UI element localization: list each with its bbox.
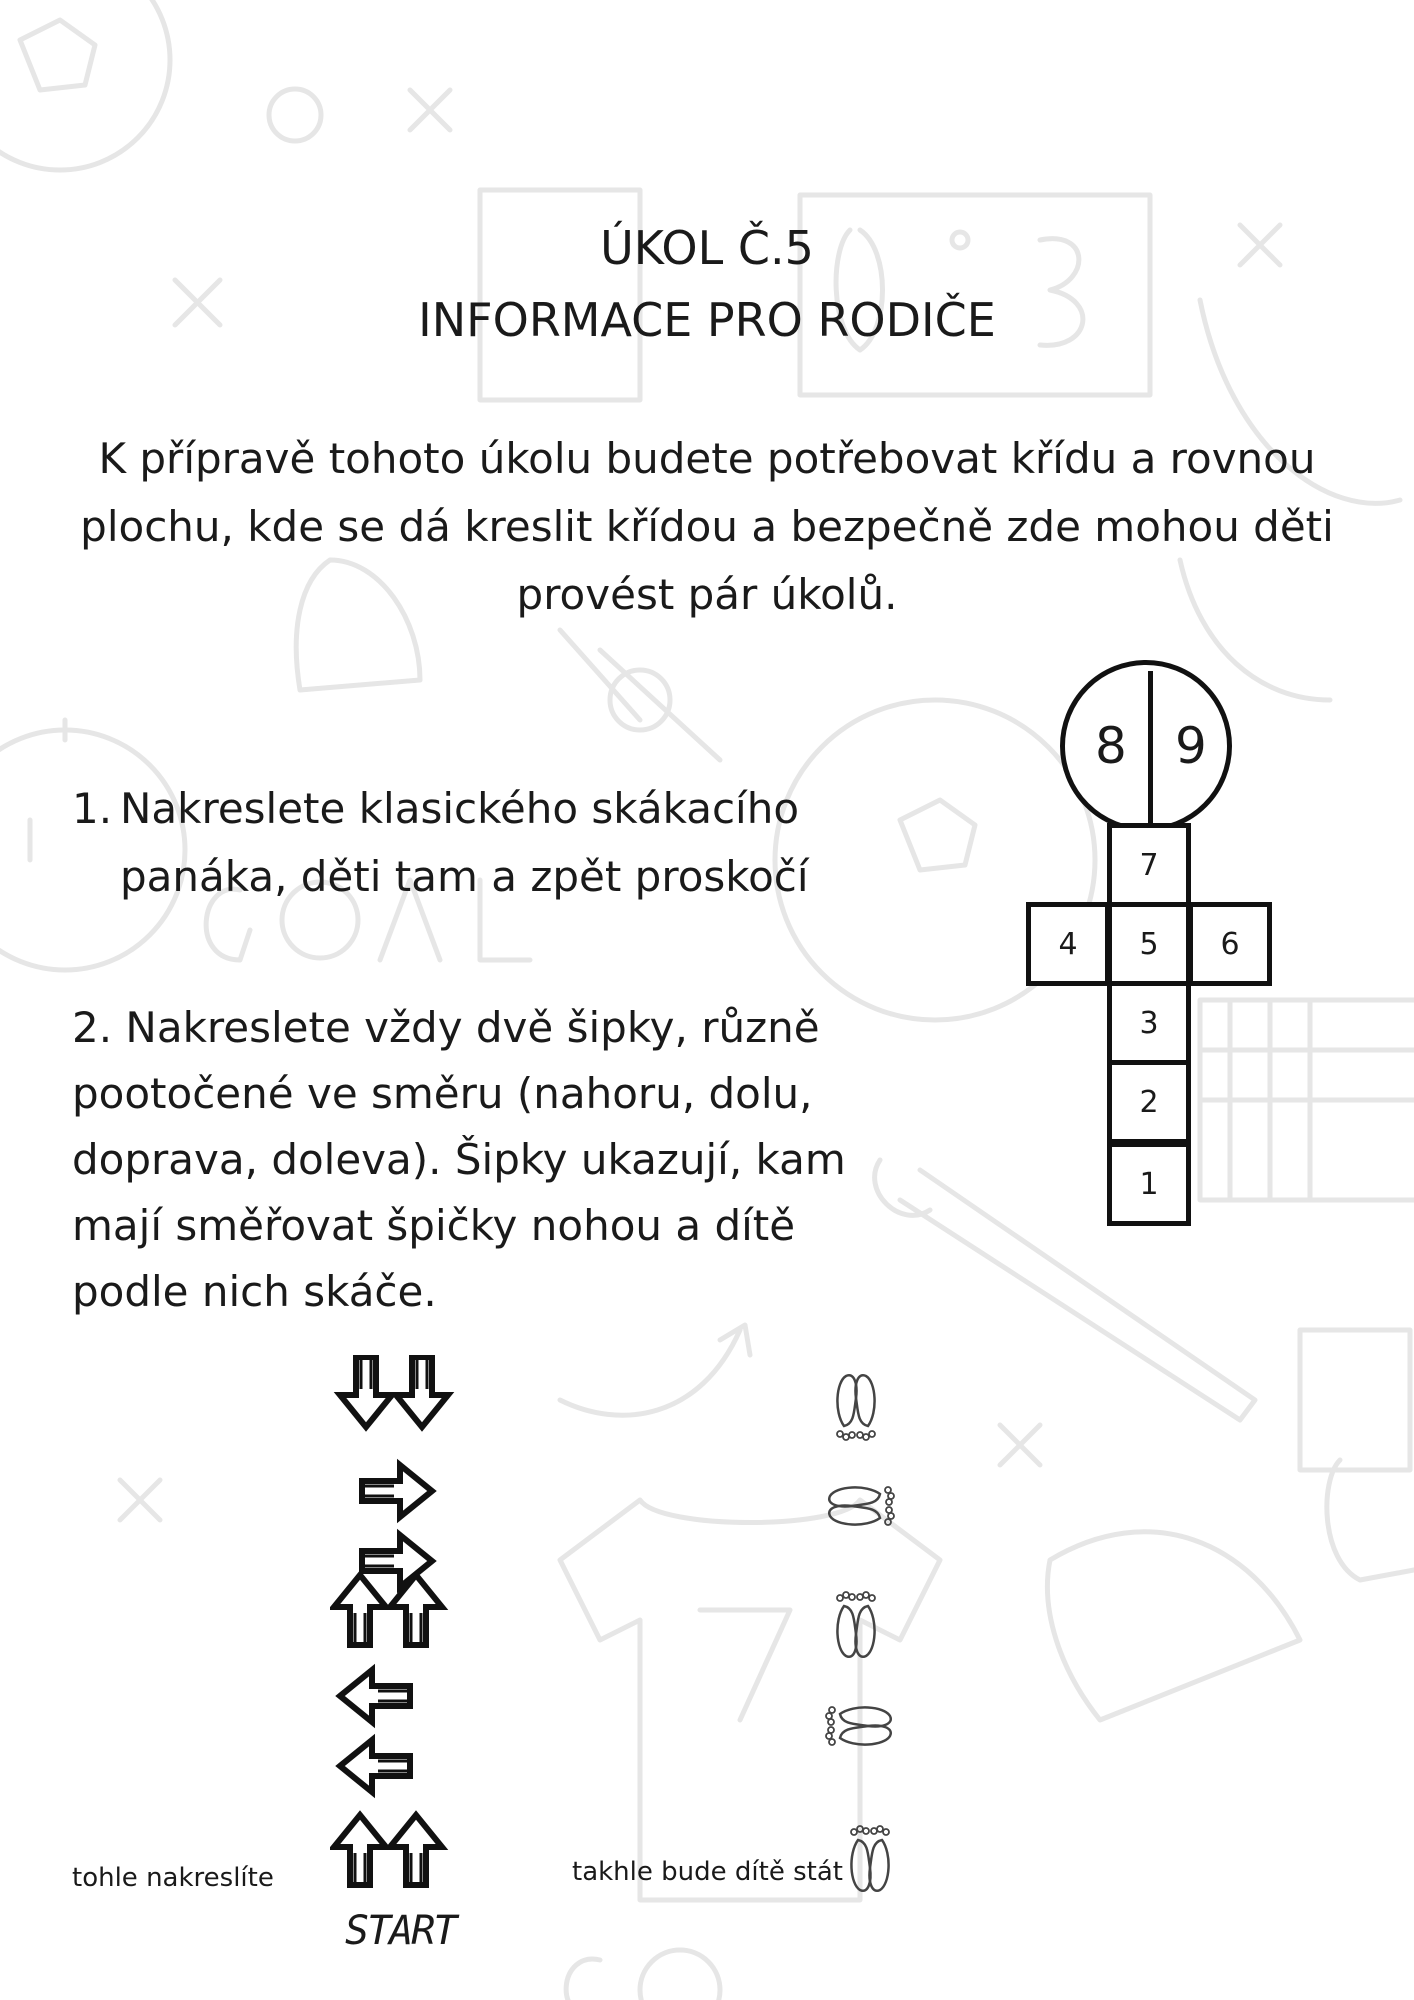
feet-up-icon xyxy=(837,1592,875,1657)
curved-arrow-doodle xyxy=(560,1325,750,1415)
hopscotch-cell-7: 7 xyxy=(1107,823,1191,907)
feet-right-icon xyxy=(829,1487,894,1525)
arrow-right-pair-icon xyxy=(362,1465,432,1587)
hopscotch-cell-3: 3 xyxy=(1107,981,1191,1065)
hopscotch-cell-4: 4 xyxy=(1026,902,1110,986)
hopscotch-cell-6: 6 xyxy=(1188,902,1272,986)
arrow-up-pair-icon xyxy=(334,1815,442,1885)
hopscotch-diagram xyxy=(1020,660,1290,1230)
feet-down-icon xyxy=(837,1375,875,1440)
arrow-left-pair-icon xyxy=(340,1670,410,1792)
task-1-text: Nakreslete klasického skákacího panáka, děti tam a zpět proskočí xyxy=(120,784,809,901)
task-1 xyxy=(72,775,892,911)
child-stands-label: takhle bude dítě stát xyxy=(572,1857,843,1887)
goal-text-bottom-doodle xyxy=(566,1950,720,2000)
intro-paragraph: K přípravě tohoto úkolu budete potřebovat křídu a rovnou plochu, kde se dá kreslit křídou a bezpečně zde mohou děti provést pár úkolů. xyxy=(80,434,1334,619)
hopscotch-cell-1: 1 xyxy=(1107,1142,1191,1226)
hopscotch-circle-divider xyxy=(1148,671,1153,823)
hopscotch-cell-2: 2 xyxy=(1107,1060,1191,1144)
hopscotch-cell-9: 9 xyxy=(1175,717,1207,775)
start-label: START xyxy=(345,1908,456,1954)
circle-mark-icon xyxy=(269,89,321,141)
feet-left-icon xyxy=(826,1707,891,1745)
hopscotch-cell-5: 5 xyxy=(1107,902,1191,986)
feet-sequence xyxy=(820,1360,930,1900)
hopscotch-circle xyxy=(1060,660,1232,832)
whistle-icon xyxy=(560,630,720,760)
arrow-sequence xyxy=(330,1355,480,1915)
hand-card-icon xyxy=(1300,1330,1414,1580)
arrow-down-pair-icon xyxy=(340,1357,448,1427)
soccer-ball-icon xyxy=(0,0,170,170)
hopscotch-cell-8: 8 xyxy=(1095,717,1127,775)
task-1-number: 1. xyxy=(72,784,113,833)
title-line-2: INFORMACE PRO RODIČE xyxy=(418,293,996,347)
title-line-1: ÚKOL Č.5 xyxy=(600,221,814,275)
draw-this-label: tohle nakreslíte xyxy=(72,1863,274,1893)
feet-up-icon xyxy=(851,1826,889,1891)
arrow-up-pair-icon xyxy=(334,1575,442,1645)
task-2: 2. Nakreslete vždy dvě šipky, různě pootočené ve směru (nahoru, dolu, doprava, doleva). Šipky ukazují, kam mají směřovat špičky nohou a dítě podle nich skáče. xyxy=(72,1003,846,1316)
